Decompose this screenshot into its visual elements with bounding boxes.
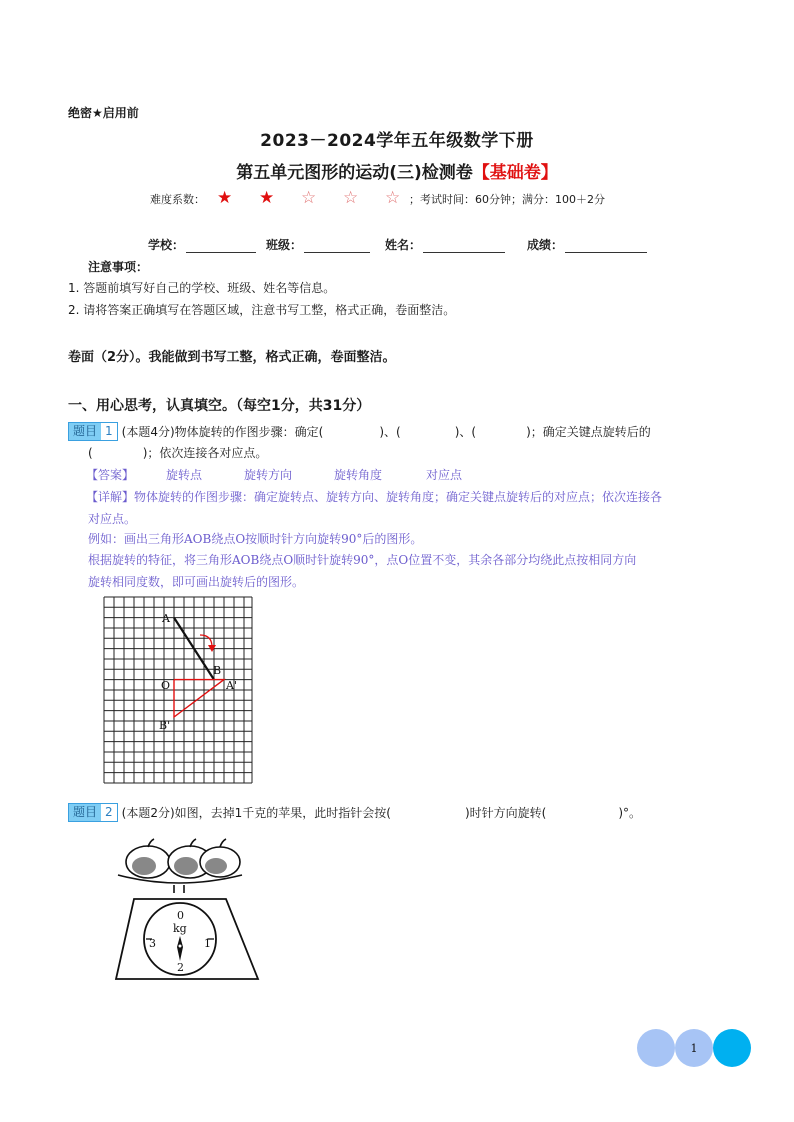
scale-figure: [108, 835, 268, 987]
notice-item: 1. 答题前填写好自己的学校、班级、姓名等信息。: [68, 281, 336, 295]
name-field[interactable]: [385, 236, 505, 253]
dial-unit: kg: [173, 922, 187, 935]
school-label: 学校：: [148, 238, 185, 252]
star-filled-icon: ★: [217, 188, 233, 208]
badge-circle-right: [713, 1029, 751, 1067]
question-tag: [68, 422, 118, 441]
q2-text-b: )时针方向旋转(: [464, 806, 547, 820]
school-field[interactable]: [148, 236, 256, 253]
question-1: [68, 422, 651, 441]
dial-label-2: 2: [177, 961, 184, 974]
question-1-line2: [88, 444, 267, 461]
secret-label: 绝密★启用前: [68, 106, 139, 120]
label-A: A: [162, 612, 170, 625]
neatness-note: 卷面（2分）。我能做到书写工整，格式正确，卷面整洁。: [68, 350, 396, 365]
star-filled-icon: ★: [259, 188, 275, 208]
star-empty-icon: ☆: [343, 188, 359, 208]
detail-line: 对应点。: [88, 512, 137, 526]
difficulty-row: [150, 190, 605, 207]
class-label: 班级：: [266, 238, 303, 252]
label-A-prime: A': [226, 679, 237, 692]
section-title: 一、用心思考，认真填空。（每空1分，共31分）: [68, 398, 371, 414]
apple-shading: [132, 857, 227, 875]
q2-text-c: )°。: [618, 806, 642, 820]
label-O: O: [161, 679, 171, 692]
dial-label-0: 0: [177, 909, 184, 922]
question-2: [68, 803, 641, 822]
q1-line2-rest: )；依次连接各对应点。: [142, 446, 268, 460]
label-B-prime: B': [159, 719, 171, 732]
score-label: 成绩：: [527, 238, 564, 252]
score-field[interactable]: [527, 236, 647, 253]
q1-text-c: )、(: [454, 425, 477, 439]
q2-text-a: (本题2分)如图，去掉1千克的苹果，此时指针会按(: [121, 806, 391, 820]
rotation-grid-figure: [100, 595, 256, 787]
name-label: 姓名：: [385, 238, 422, 252]
page-number: 1: [690, 1042, 698, 1055]
name-blank[interactable]: [423, 240, 505, 253]
exam-title: 2023－2024学年五年级数学下册: [260, 131, 534, 151]
answer-value: 旋转方向: [244, 468, 293, 482]
answer-label: 【答案】: [86, 468, 135, 482]
answer-value: 旋转点: [166, 468, 203, 482]
badge-circle-left: [637, 1029, 675, 1067]
notice-title: 注意事项：: [88, 260, 149, 274]
q1-text-a: (本题4分)物体旋转的作图步骤：确定(: [121, 425, 324, 439]
class-field[interactable]: [266, 236, 370, 253]
dial-label-1: 1: [204, 937, 211, 950]
example-line: 例如：画出三角形AOB绕点O按顺时针方向旋转90°后的图形。: [88, 532, 423, 546]
rotated-triangle: [174, 680, 224, 717]
school-blank[interactable]: [186, 240, 256, 253]
label-B: B: [213, 664, 222, 677]
question-tag: [68, 803, 118, 822]
q1-text-d: )；确定关键点旋转后的: [526, 425, 651, 439]
exam-subtitle: [0, 158, 794, 183]
tag-label: 题目: [69, 423, 101, 440]
detail-line: 【详解】物体旋转的作图步骤：确定旋转点、旋转方向、旋转角度；确定关键点旋转后的对应点；依次连接各: [86, 490, 663, 504]
score-blank[interactable]: [565, 240, 647, 253]
rule-line: 根据旋转的特征，将三角形AOB绕点O顺时针旋转90°，点O位置不变，其余各部分均绕此点按相同方向: [88, 553, 637, 567]
page-number-badge: [636, 1027, 754, 1069]
answer-value: 对应点: [426, 468, 463, 482]
tag-label: 题目: [69, 804, 101, 821]
class-blank[interactable]: [304, 240, 370, 253]
dial-label-3: 3: [149, 937, 156, 950]
tag-number: 1: [101, 423, 117, 440]
notice-item: 2. 请将答案正确填写在答题区域，注意书写工整，格式正确，卷面整洁。: [68, 303, 456, 317]
subtitle-main: 第五单元图形的运动(三)检测卷: [236, 163, 473, 183]
q1-line2-open: (: [88, 446, 93, 460]
star-empty-icon: ☆: [301, 188, 317, 208]
answer-value: 旋转角度: [334, 468, 383, 482]
answer-row: [86, 466, 462, 483]
q1-text-b: )、(: [379, 425, 401, 439]
star-empty-icon: ☆: [385, 188, 401, 208]
exam-info: ；考试时间：60分钟；满分：100＋2分: [409, 192, 605, 206]
rule-line: 旋转相同度数，即可画出旋转后的图形。: [88, 575, 305, 589]
difficulty-label: 难度系数：: [150, 192, 205, 206]
subtitle-tag: 【基础卷】: [472, 163, 558, 183]
tag-number: 2: [101, 804, 117, 821]
